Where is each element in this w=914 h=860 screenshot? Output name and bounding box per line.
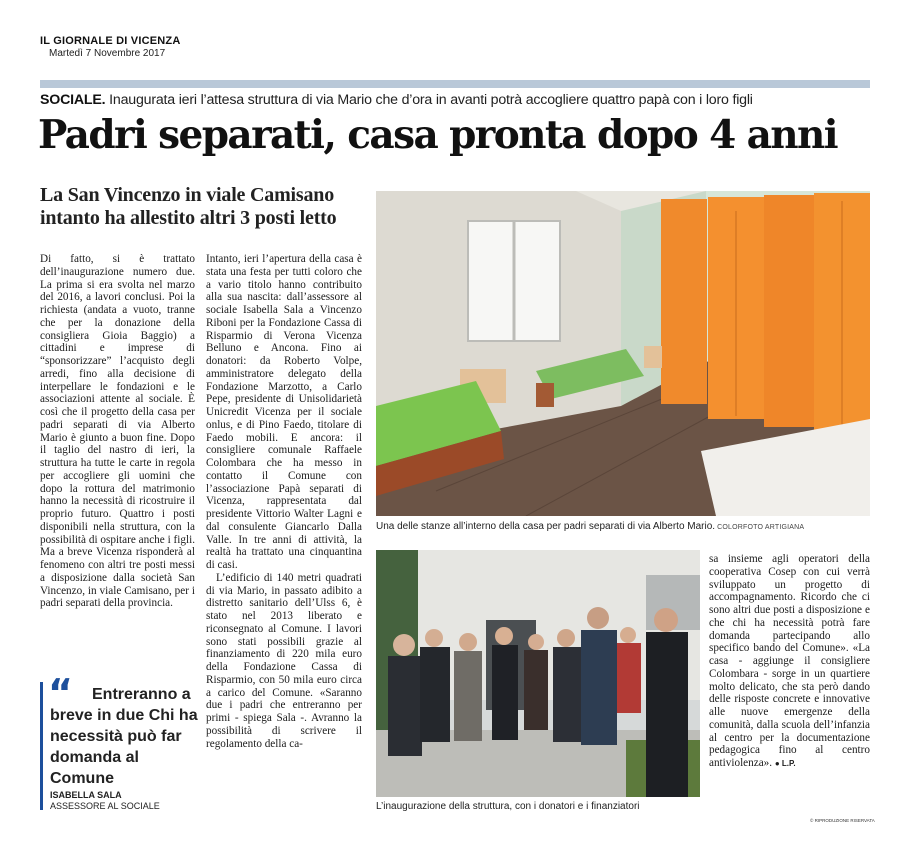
photo-caption-2: L’inaugurazione della struttura, con i donatori e i finanziatori: [376, 801, 640, 812]
quote-bar: [40, 682, 43, 810]
author-signature: ● L.P.: [774, 759, 796, 768]
kicker: [40, 92, 875, 108]
inauguration-photo: [376, 550, 700, 797]
quote-mark-icon: “: [48, 671, 73, 715]
paragraph: Di fatto, si è trattato dell’inaugurazione numero due. La prima si era svolta nel marzo del 2016, a lavori conclusi. Poi la richiesta (andata a vuoto, tranne che per la donazione della consigliera Gioia Baggio) a cittadini e imprese di “sponsorizzare” l’acquisto degli arredi, fino alla decisione di interpellare le fondazioni e le associazioni attente al sociale. È così che il progetto della casa per padri separati di via Alberto Mario è giunto a buon fine. Dopo il taglio del nastro di ieri, la struttura ha tutte le carte in regola per accogliere gli uomini che dopo la rottura del matrimonio hanno la necessità di ricostruire il proprio futuro. Quattro i posti disponibili nella struttura, con la possibilità di ospitare anche i figli. Ma a breve Vicenza risponderà al fenomeno con altri tre posti messi a disposizione dalla società San Vincenzo, in viale Camisano, per i padri separati della provincia.: [40, 253, 195, 610]
section-label: SOCIALE.: [40, 92, 106, 108]
inauguration-photo-illustration: [376, 550, 700, 797]
quote-author-role: ASSESSORE AL SOCIALE: [50, 801, 160, 811]
copyright-notice: © RIPRODUZIONE RISERVATA: [810, 818, 875, 823]
newspaper-name: IL GIORNALE DI VICENZA: [40, 35, 181, 47]
caption-text: Una delle stanze all’interno della casa per padri separati di via Alberto Mario.: [376, 521, 716, 532]
headline: Padri separati, casa pronta dopo 4 anni: [38, 112, 837, 158]
body-column-1: [40, 253, 195, 683]
paragraph: L’edificio di 140 metri quadrati di via Mario, in passato adibito a distretto sanitario dell’Ulss 6, è stato nel 2013 liberato e riconsegnato al Comune. I lavori sono stati possibili grazie al finanziamento di 220 mila euro della Fondazione Cassa di Risparmio, con 50 mila euro circa a carico del Comune. «Saranno due i padri che entreranno per primi - spiega Sala -. Avranno la possibilità di scrivere il regolamento della ca-: [206, 571, 362, 750]
body-column-2: [206, 253, 362, 833]
pull-quote: [40, 671, 198, 812]
kicker-text: Inaugurata ieri l’attesa struttura di via Mario che d’ora in avanti potrà accogliere quattro papà con i loro figli: [105, 92, 753, 108]
subheadline: La San Vincenzo in viale Camisano intanto ha allestito altri 3 posti letto: [40, 184, 337, 229]
quote-text: Entreranno a breve in due Chi ha necessità può far domanda al Comune: [50, 686, 198, 787]
body-column-3: [709, 553, 870, 813]
paragraph-text: sa insieme agli operatori della cooperativa Cosep con cui verrà sviluppato un progetto di accompagnamento. Ricordo che ci sono altri due posti a disposizione e che chi ha necessità potrà fare domanda partecipando allo specifico bando del Comune». «La casa - aggiunge il consigliere Colombara - sorge in un quartiere molto delicato, che sta però dando delle risposte concrete e innovative alle nuove emergenze della comunità, dalla scuola dell’infanzia al centro per la documentazione pedagogica fino al centro antiviolenza».: [709, 553, 870, 769]
paragraph: [709, 553, 870, 771]
section-divider-bar: [40, 80, 870, 88]
quote-author: ISABELLA SALA: [50, 790, 122, 800]
publication-date: Martedì 7 Novembre 2017: [49, 48, 166, 59]
masthead: [40, 35, 180, 59]
photo-caption-1: [376, 521, 804, 532]
room-photo: [376, 191, 870, 516]
photo-credit: COLORFOTO ARTIGIANA: [717, 524, 805, 531]
paragraph: Intanto, ieri l’apertura della casa è stata una festa per tutti coloro che a vario titolo hanno contribuito alla sua nascita: dall’assessore al sociale Isabella Sala a Vincenzo Riboni per la Fondazione Cassa di Risparmio di Verona Vicenza Belluno e Ancona. Fino ai donatori: da Roberto Volpe, amministratore delegato della Fondazione Marzotto, a Carlo Pepe, presidente di Unisolidarietà Unicredit Vicenza per il sociale onlus, e di Pino Faedo, titolare di Faedo mobili. E ancora: il consigliere comunale Raffaele Colombara che ha messo in contatto il Comune con l’associazione Papà separati di Vicenza, rappresentata dal presidente Vittorio Walter Lagni e dal consulente Giancarlo Dalla Valle. In tre anni di attività, la realtà ha trattato una cinquantina di casi.: [206, 253, 362, 571]
room-photo-illustration: [376, 191, 870, 516]
